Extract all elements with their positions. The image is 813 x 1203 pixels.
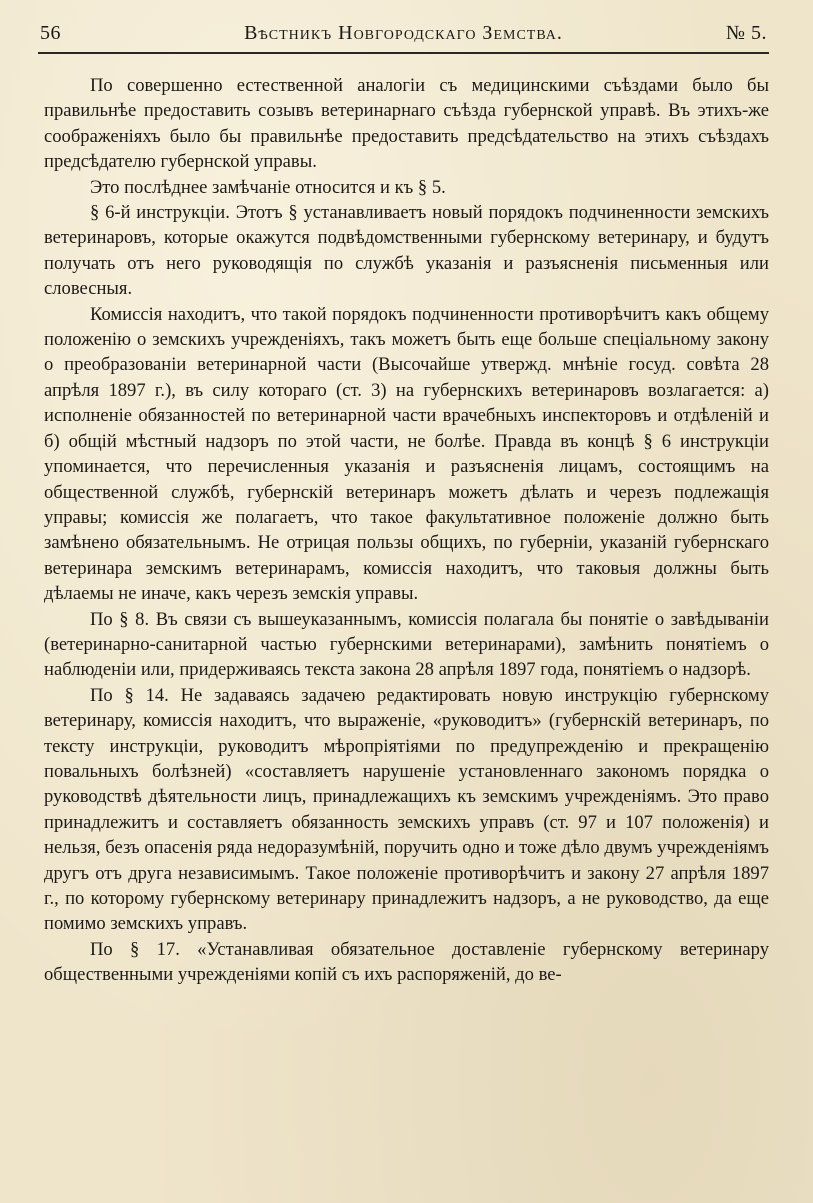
running-header — [40, 18, 767, 50]
paragraph: По совершенно естественной аналогіи съ медицинскими съѣздами было бы правильнѣе предоставить созывъ ветеринарнаго съѣзда губернской управѣ. Въ этихъ-же соображеніяхъ было бы правильнѣе предоставить предсѣдательство на этихъ съѣздахъ предсѣдателю губернской управы. — [44, 75, 769, 173]
header-rule — [38, 52, 769, 54]
paragraph: Комиссія находитъ, что такой порядокъ подчиненности противорѣчитъ какъ общему положенію о земскихъ учрежденіяхъ, такъ можетъ быть еще больше спеціальному закону о преобразованіи ветеринарной части (Высочайше утвержд. мнѣніе госуд. совѣта 28 апрѣля 1897 г.), въ силу котораго (ст. 3) на губернскихъ ветеринаровъ возлагается: а) исполненіе обязанностей по ветеринарной части врачебныхъ инспекторовъ и отдѣленій и б) общій мѣстный надзоръ по этой части, не болѣе. Правда въ концѣ § 6 инструкціи упоминается, что перечисленныя указанія и разъясненія лицамъ, состоящимъ на общественной службѣ, губернскій ветеринаръ можетъ дѣлать и черезъ подлежащія управы; комиссія же полагаетъ, что такое факультативное положеніе должно быть замѣнено обязательнымъ. Не отрицая пользы общихъ, по губерніи, указаній губернскаго ветеринара земскимъ ветеринарамъ, комиссія находитъ, что таковыя должны быть дѣлаемы не иначе, какъ черезъ земскія управы. — [44, 303, 769, 605]
issue-number: № 5. — [725, 22, 767, 44]
paragraph: Это послѣднее замѣчаніе относится и къ § 5. — [90, 176, 446, 198]
paragraph: § 6-й инструкціи. Этотъ § устанавливаетъ новый порядокъ подчиненности земскихъ ветеринаровъ, которые окажутся подвѣдомственными губернскому ветеринару, и будутъ получать отъ него руководящія по службѣ указанія и разъясненія письменныя или словесныя. — [44, 202, 769, 300]
body-text — [44, 73, 769, 988]
journal-title: Вѣстникъ Новгородскаго Земства. — [244, 22, 563, 44]
paragraph: По § 8. Въ связи съ вышеуказаннымъ, комиссія полагала бы понятіе о завѣдываніи (ветеринарно-санитарной частью губернскими ветеринарами), замѣнить понятіемъ о наблюденіи или, придерживаясь текста закона 28 апрѣля 1897 года, понятіемъ о надзорѣ. — [44, 608, 769, 681]
paragraph: По § 14. Не задаваясь задачею редактировать новую инструкцію губернскому ветеринару, комиссія находитъ, что выраженіе, «руководитъ» (губернскій ветеринаръ, по тексту инструкціи, руководитъ мѣропріятіями по предупрежденію и прекращенію повальныхъ болѣзней) «составляетъ нарушеніе установленнаго закономъ порядка о руководствѣ дѣятельности лицъ, принадлежащихъ къ земскимъ учрежденіямъ. Это право принадлежитъ и составляетъ обязанность земскихъ управъ (ст. 97 и 107 положенія) и нельзя, безъ опасенія ряда недоразумѣній, поручить одно и тоже дѣло двумъ учрежденіямъ другъ отъ друга независимымъ. Такое положеніе противорѣчитъ и закону 27 апрѣля 1897 г., по которому губернскому ветеринару принадлежитъ надзоръ, а не руководство, да еще помимо земскихъ управъ. — [44, 684, 769, 935]
page-number: 56 — [40, 22, 61, 44]
paragraph: По § 17. «Устанавливая обязательное доставленіе губернскому ветеринару общественными учрежденіями копій съ ихъ распоряженій, до ве- — [44, 938, 769, 986]
